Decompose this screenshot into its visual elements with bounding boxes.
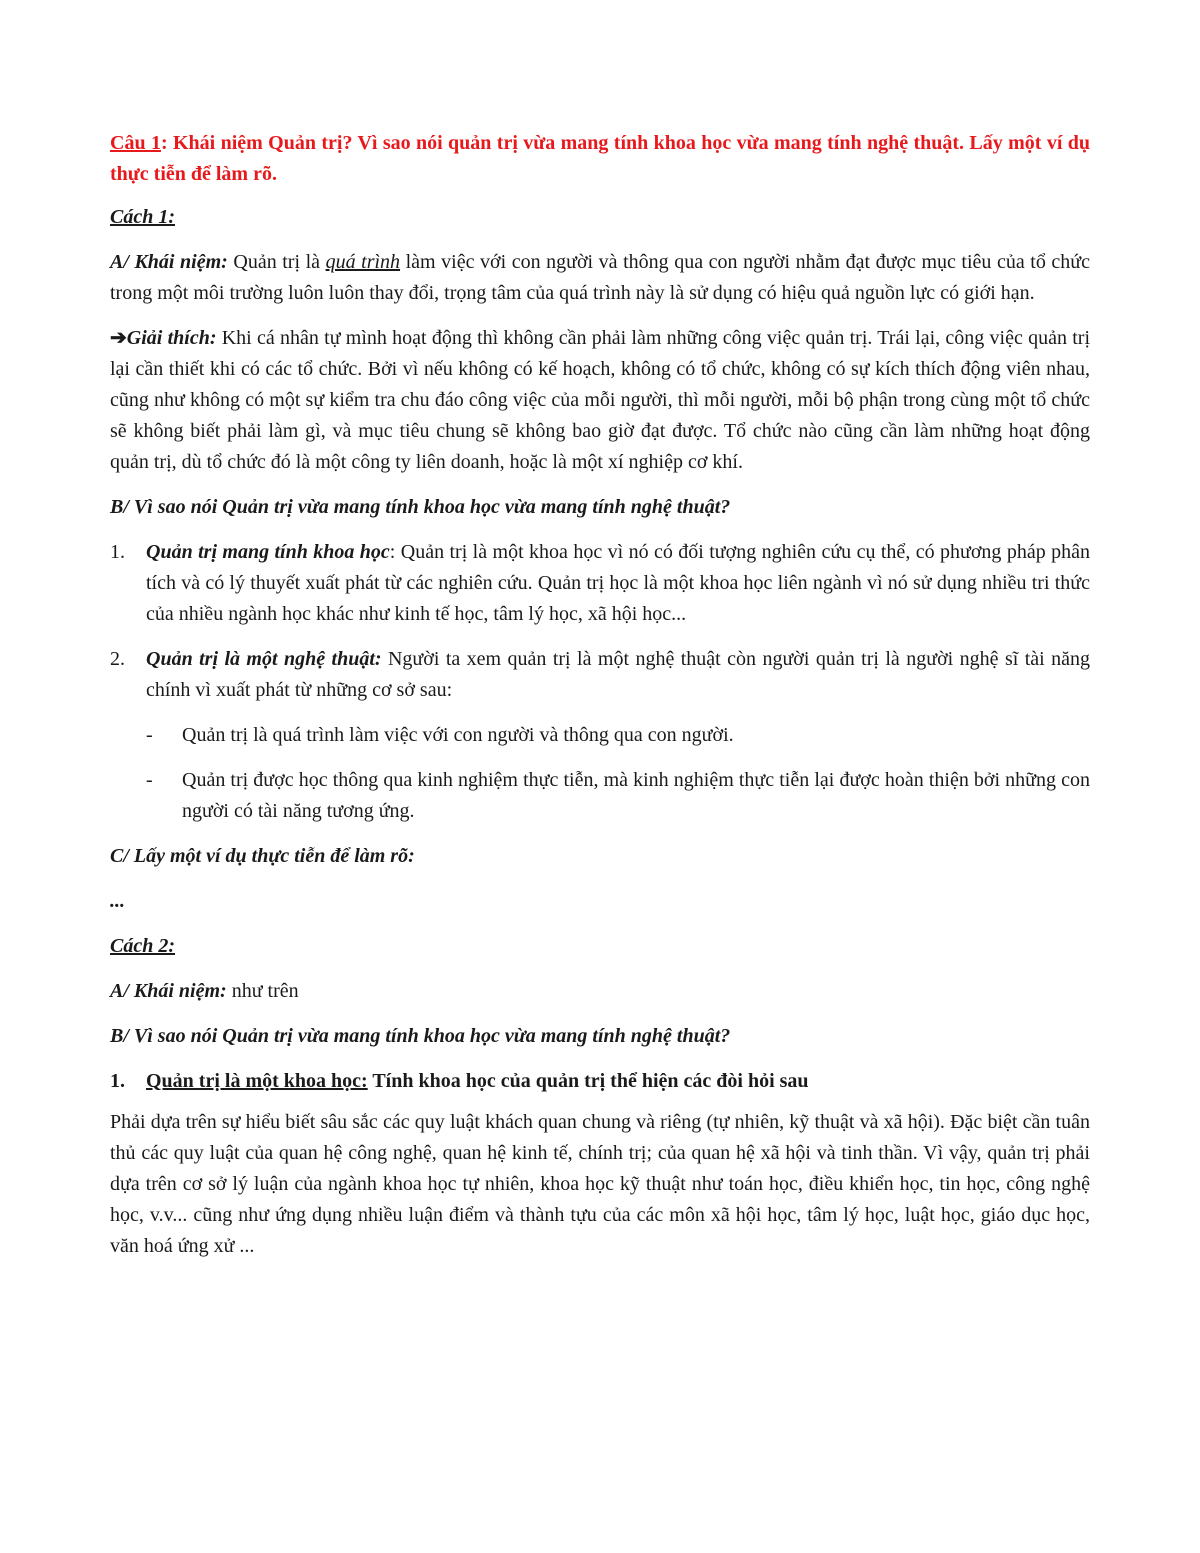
concept-emphasis: quá trình [325,251,401,273]
concept-paragraph [110,247,1090,309]
bullet-item [146,765,1090,827]
concept-text-start: Quản trị là [227,251,326,273]
science-heading-title: Quản trị là một khoa học: [146,1070,368,1092]
bullet-item [146,720,1090,751]
list-item-label: Quản trị là một nghệ thuật: [146,648,382,670]
list-item-text: : Quản trị là một khoa học vì nó có đối tượng nghiên cứu cụ thể, có phương pháp phân tích và có lý thuyết xuất phát từ các nghiên cứu. Quản trị học là một khoa học liên ngành vì nó sử dụng nhiều tri thức của nhiều ngành học khác như kinh tế học, tâm lý học, xã hội học... [146,541,1090,625]
arrow-icon: ➔ [110,327,127,349]
method-2-heading [110,931,1090,962]
explanation-label: Giải thích: [126,327,217,349]
science-heading-number: 1. [110,1070,125,1092]
section-b2-heading: B/ Vì sao nói Quản trị vừa mang tính khoa học vừa mang tính nghệ thuật? [110,1025,731,1047]
method-1-heading [110,202,1090,233]
section-b-heading: B/ Vì sao nói Quản trị vừa mang tính khoa học vừa mang tính nghệ thuật? [110,496,731,518]
method-2-label: Cách 2: [110,935,175,957]
concept-label: A/ Khái niệm: [110,251,228,273]
list-item [110,537,1090,630]
explanation-text: Khi cá nhân tự mình hoạt động thì không cần phải làm những công việc quản trị. Trái lại, công việc quản trị lại cần thiết khi có các tổ chức. Bởi vì nếu không có kế hoạch, không có tổ chức, không có sự kích thích động viên nhau, cũng như không có một sự kiểm tra chu đáo công việc của mỗi người, thì mỗi người, mỗi bộ phận trong cùng một tổ chức sẽ không biết phải làm gì, và mục tiêu chung sẽ không bao giờ đạt được. Tổ chức nào cũng cần làm những hoạt động quản trị, dù tổ chức đó là một công ty liên doanh, hoặc là một xí nghiệp cơ khí. [110,327,1091,473]
concept-2-text: như trên [226,980,299,1002]
bullet-list [146,720,1090,827]
section-c-heading: C/ Lấy một ví dụ thực tiễn để làm rõ: [110,845,415,867]
bullet-mark: - [146,769,153,791]
list-item-label: Quản trị mang tính khoa học [146,541,390,563]
science-heading-rest: Tính khoa học của quản trị thể hiện các đòi hỏi sau [367,1070,809,1092]
ellipsis-text: ... [110,890,125,912]
list-item-text: Người ta xem quản trị là một nghệ thuật còn người quản trị là người nghệ sĩ tài năng chính vì xuất phát từ những cơ sở sau: [146,648,1090,701]
question-number: Câu 1 [110,132,161,154]
bullet-text: Quản trị được học thông qua kinh nghiệm thực tiễn, mà kinh nghiệm thực tiễn lại được hoàn thiện bởi những con người có tài năng tương ứng. [182,769,1090,822]
science-heading [110,1066,1090,1097]
question-text: : Khái niệm Quản trị? Vì sao nói quản trị vừa mang tính khoa học vừa mang tính nghệ thuật. Lấy một ví dụ thực tiễn để làm rõ. [110,132,1091,185]
concept-2-label: A/ Khái niệm: [110,980,227,1002]
method-1-label: Cách 1: [110,206,175,228]
numbered-list [110,537,1090,706]
bullet-mark: - [146,724,153,746]
bullet-text: Quản trị là quá trình làm việc với con người và thông qua con người. [182,724,734,746]
list-item [110,644,1090,706]
concept-text-end: làm việc với con người và thông qua con người nhằm đạt được mục tiêu của tổ chức trong một môi trường luôn luôn thay đổi, trọng tâm của quá trình này là sử dụng có hiệu quả nguồn lực có giới hạn. [110,251,1091,304]
list-item-number: 1. [110,541,125,563]
science-paragraph: Phải dựa trên sự hiểu biết sâu sắc các quy luật khách quan chung và riêng (tự nhiên, kỹ thuật và xã hội). Đặc biệt cần tuân thủ các quy luật của quan hệ công nghệ, quan hệ kinh tế, chính trị; của quan hệ xã hội và tinh thần. Vì vậy, quản trị phải dựa trên cơ sở lý luận của ngành khoa học tự nhiên, khoa học kỹ thuật như toán học, điều khiển học, tin học, công nghệ học, v.v... cũng như ứng dụng nhiều luận điểm và thành tựu của các môn xã hội học, tâm lý học, luật học, giáo dục học, văn hoá ứng xử ... [110,1111,1090,1257]
list-item-number: 2. [110,648,125,670]
question-title [110,128,1090,190]
explanation-paragraph [110,323,1090,478]
concept-2-paragraph [110,976,1090,1007]
